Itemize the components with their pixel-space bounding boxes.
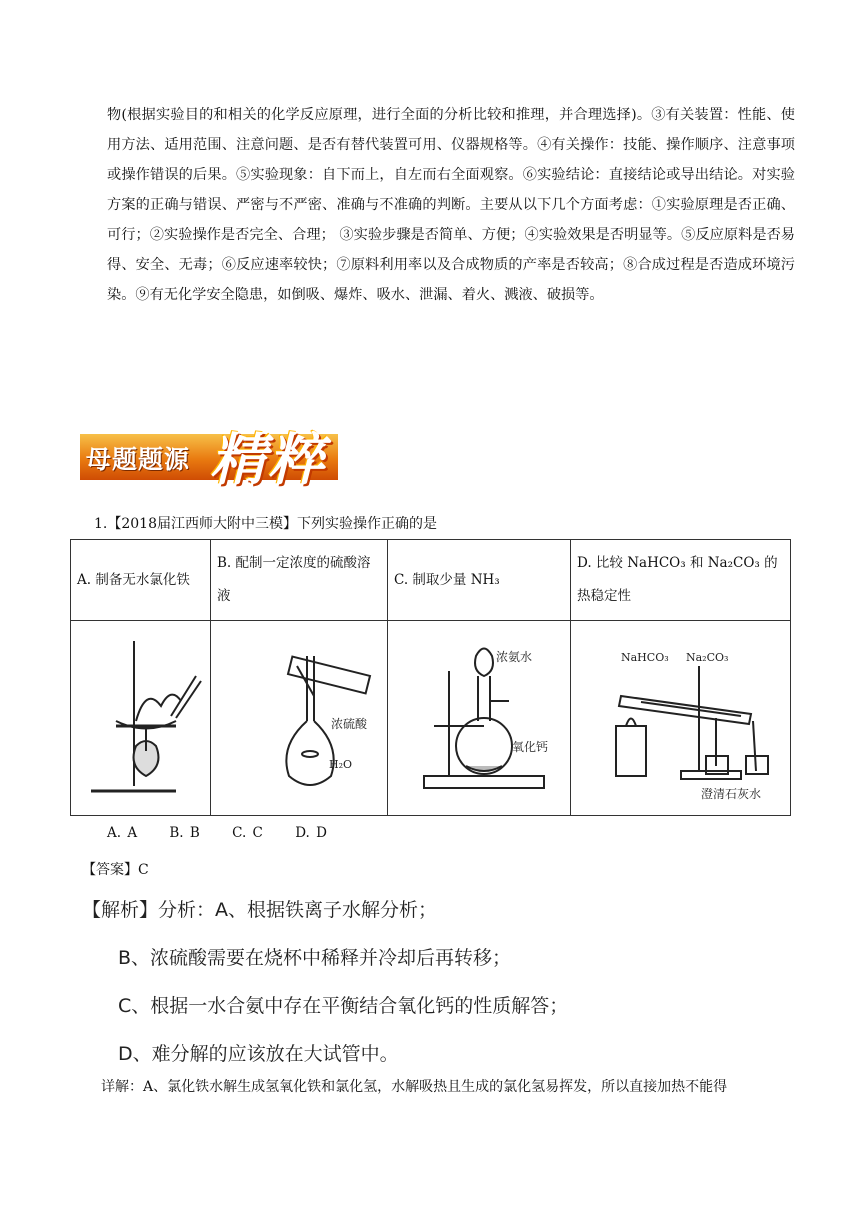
question-stem: 1.【2018届江西师大附中三模】下列实验操作正确的是: [94, 516, 437, 532]
analysis-block: [82, 895, 568, 1087]
b-acid-label: 浓硫酸: [331, 717, 368, 731]
choice-a: A. A: [107, 825, 138, 841]
analysis-line-1: 【解析】分析：A、根据铁离子水解分析；: [82, 899, 437, 921]
figure-d: [571, 621, 791, 816]
intro-text: [107, 100, 795, 310]
thermal-stability-apparatus: [581, 626, 781, 806]
c-cao-label: 氧化钙: [512, 740, 549, 754]
options-table: [70, 539, 791, 816]
banner-small-text: 母题题源: [86, 445, 191, 474]
figure-c: [388, 621, 571, 816]
d-limewater-label: 澄清石灰水: [700, 787, 761, 801]
choice-b: B. B: [169, 825, 200, 841]
detail-line: 详解：A、氯化铁水解生成氢氧化铁和氯化氢，水解吸热且生成的氯化氢易挥发，所以直接加热不能得: [101, 1079, 728, 1095]
answer-line: 【答案】C: [82, 862, 149, 878]
dilution-apparatus: [219, 626, 379, 806]
choice-c: C. C: [232, 825, 263, 841]
analysis-line-2: B、浓硫酸需要在烧杯中稀释并冷却后再转移；: [118, 947, 512, 969]
b-water-label: H₂O: [329, 758, 353, 771]
answer-choices: [107, 825, 353, 841]
analysis-line-4: D、难分解的应该放在大试管中。: [118, 1043, 399, 1065]
section-banner: [80, 424, 338, 493]
figure-a: [71, 621, 211, 816]
intro-paragraph: 物(根据实验目的和相关的化学反应原理，进行全面的分析比较和推理，并合理选择)。③有关装置：性能、使用方法、适用范围、注意问题、是否有替代装置可用、仪器规格等。④有关操作：技能、操作顺序、注意事项或操作错误的后果。⑤实验现象：自下而上，自左而右全面观察。⑥实验结论：直接结论或导出结论。对实验方案的正确与错误、严密与不严密、准确与不准确的判断。主要从以下几个方面考虑：①实验原理是否正确、可行；②实验操作是否完全、合理； ③实验步骤是否简单、方便；④实验效果是否明显等。⑤反应原料是否易得、安全、无毒；⑥反应速率较快；⑦原料利用率以及合成物质的产率是否较高；⑧合成过程是否造成环境污染。⑨有无化学安全隐患，如倒吸、爆炸、吸水、泄漏、着火、溅液、破损等。: [107, 107, 795, 303]
option-b-text: B. 配制一定浓度的硫酸溶液: [211, 540, 388, 621]
option-c-text: C. 制取少量 NH₃: [388, 540, 571, 621]
option-a-text: A. 制备无水氯化铁: [71, 540, 211, 621]
analysis-line-3: C、根据一水合氨中存在平衡结合氧化钙的性质解答；: [118, 995, 569, 1017]
fecl3-heating-apparatus: [76, 626, 206, 806]
option-d-text: D. 比较 NaHCO₃ 和 Na₂CO₃ 的热稳定性: [571, 540, 791, 621]
c-ammonia-label: 浓氨水: [496, 650, 533, 664]
d-nahco3-label: NaHCO₃: [620, 651, 669, 664]
banner-big-text: 精粹: [210, 428, 326, 493]
figure-b: [211, 621, 388, 816]
ammonia-generator: [394, 626, 564, 806]
d-na2co3-label: Na₂CO₃: [685, 651, 728, 664]
choice-d: D. D: [295, 825, 327, 841]
